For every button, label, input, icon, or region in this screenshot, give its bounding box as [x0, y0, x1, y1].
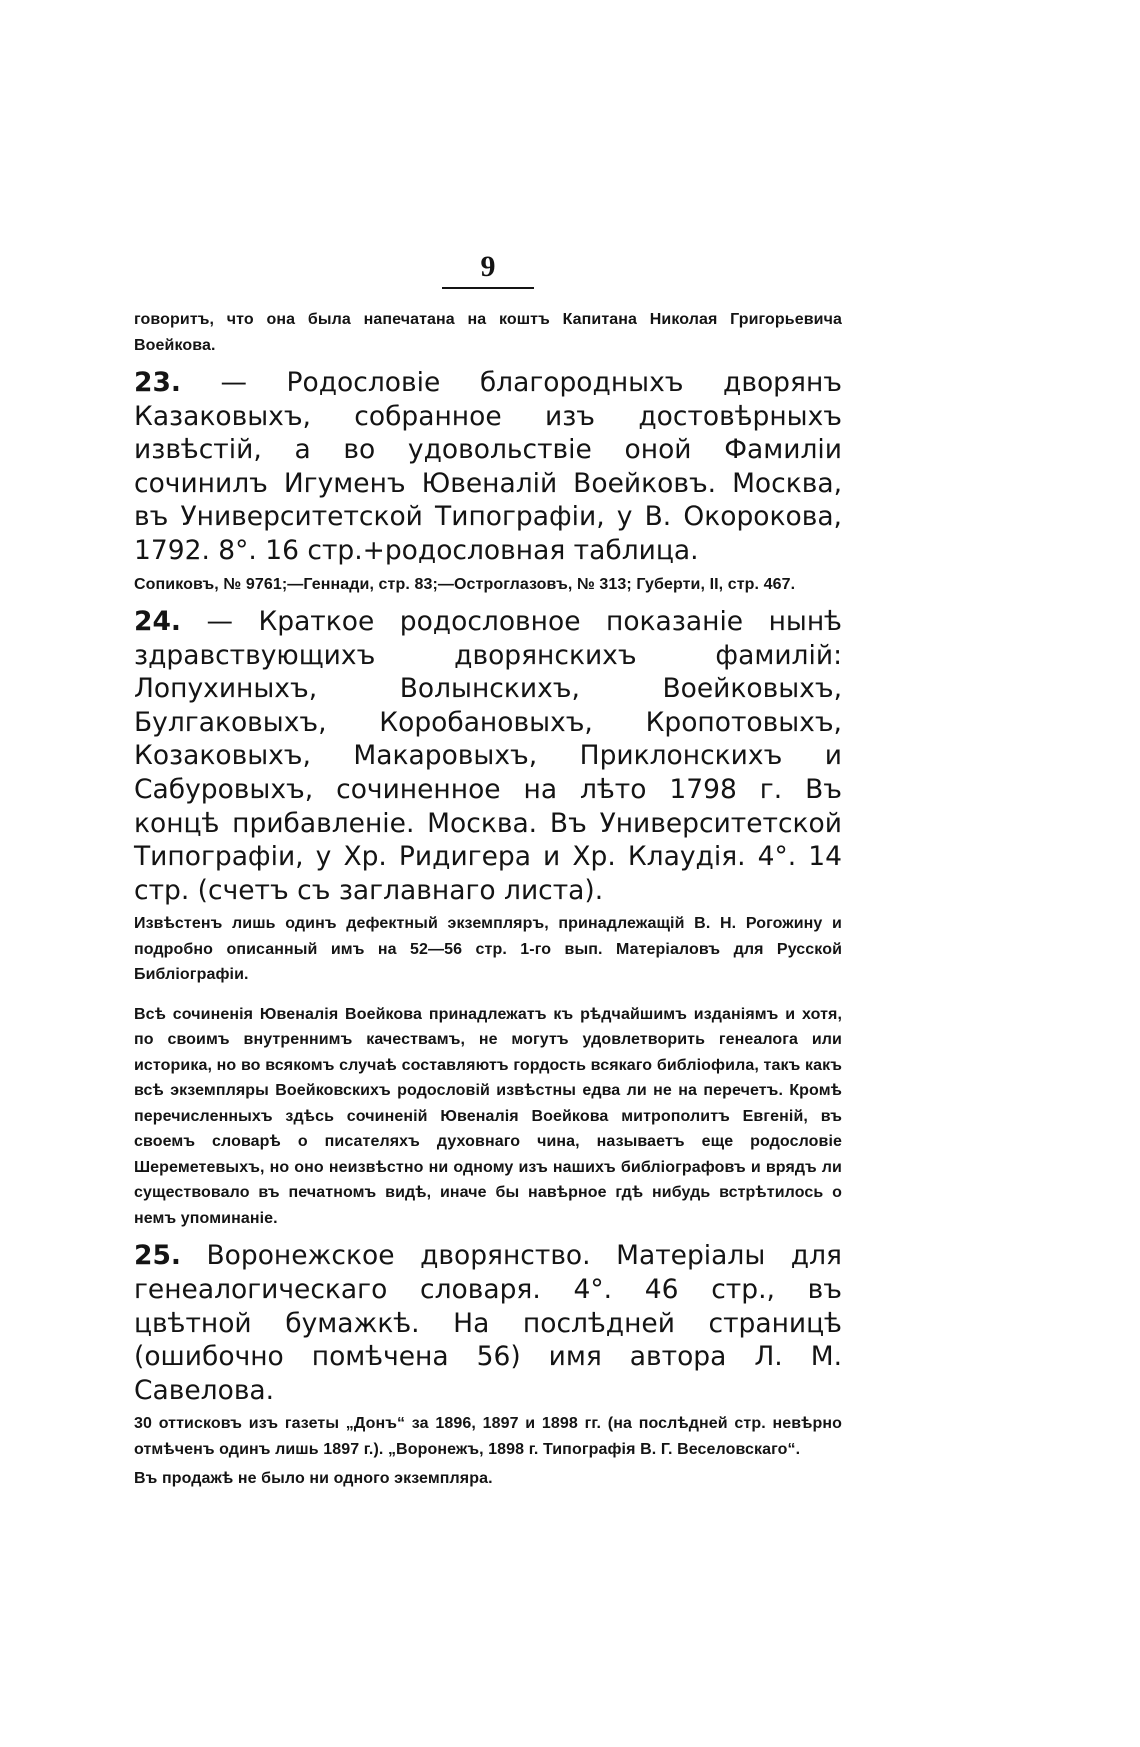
entry-24-note: Извѣстенъ лишь одинъ дефектный экземпляръ, принадлежащій В. Н. Рогожину и подробно описанный имъ на 52—56 стр. 1-го вып. Матеріаловъ для Русской Библіографіи. — [134, 915, 842, 984]
continued-note: говоритъ, что она была напечатана на коштъ Капитана Николая Григорьевича Воейкова. — [134, 311, 842, 354]
entry-23-references: Сопиковъ, № 9761;—Геннади, стр. 83;—Остроглазовъ, № 313; Губерти, II, стр. 467. — [134, 575, 796, 593]
entry-text: Воронежское дворянство. Матеріалы для генеалогическаго словаря. 4°. 46 стр., въ цвѣтной бумажкѣ. На послѣдней страницѣ (ошибочно помѣчена 56) имя автора Л. М. Савелова. — [134, 1240, 842, 1406]
entry-text: — Родословіе благородныхъ дворянъ Казаковыхъ, собранное изъ достовѣрныхъ извѣстій, а во удовольствіе оной Фамиліи сочинилъ Игуменъ Ювеналій Воейковъ. Москва, въ Университетской Типографіи, у В. Окорокова, 1792. 8°. 16 стр.+родословная таблица. — [134, 367, 842, 566]
header-rule — [442, 287, 534, 289]
page-number: 9 — [480, 250, 496, 283]
voeikov-commentary: Всѣ сочиненія Ювеналія Воейкова принадлежатъ къ рѣдчайшимъ изданіямъ и хотя, по своимъ внутреннимъ качествамъ, не могутъ удовлетворить генеалога или историка, но во всякомъ случаѣ составляютъ гордость всякаго библіофила, такъ какъ всѣ экземпляры Воейковскихъ родословій извѣстны едва ли не на перечетъ. Кромѣ перечисленныхъ здѣсь сочиненій Ювеналія Воейкова митрополитъ Евгеній, въ своемъ словарѣ о писателяхъ духовнаго чина, называетъ еще родословіе Шереметевыхъ, но оно неизвѣстно ни одному изъ нашихъ библіографовъ и врядъ ли существовало въ печатномъ видѣ, иначе бы навѣрное гдѣ нибудь встрѣтилось о немъ упоминаніе. — [134, 1005, 842, 1227]
entry-number: 23. — [134, 367, 181, 398]
entry-25-sale-note: Въ продажѣ не было ни одного экземпляра. — [134, 1470, 493, 1488]
book-page — [134, 250, 842, 1492]
entry-number: 25. — [134, 1240, 181, 1272]
entry-23 — [134, 366, 842, 568]
entry-text: — Краткое родословное показаніе нынѣ здравствующихъ дворянскихъ фамилій: Лопухиныхъ, Волынскихъ, Воейковыхъ, Булгаковыхъ, Коробановыхъ, Кропотовыхъ, Козаковыхъ, Макаровыхъ, Приклонскихъ и Сабуровыхъ, сочиненное на лѣто 1798 г. Въ концѣ прибавленіе. Москва. Въ Университетской Типографіи, у Хр. Ридигера и Хр. Клаудія. 4°. 14 стр. (счетъ съ заглавнаго листа). — [134, 606, 842, 906]
entry-25-note: 30 оттисковъ изъ газеты „Донъ“ за 1896, 1897 и 1898 гг. (на послѣдней стр. невѣрно отмѣченъ одинъ лишь 1897 г.). „Воронежъ, 1898 г. Типографія В. Г. Веселовскаго“. — [134, 1415, 842, 1458]
entry-number: 24. — [134, 606, 181, 638]
entry-24 — [134, 605, 842, 907]
entry-25 — [134, 1239, 842, 1407]
